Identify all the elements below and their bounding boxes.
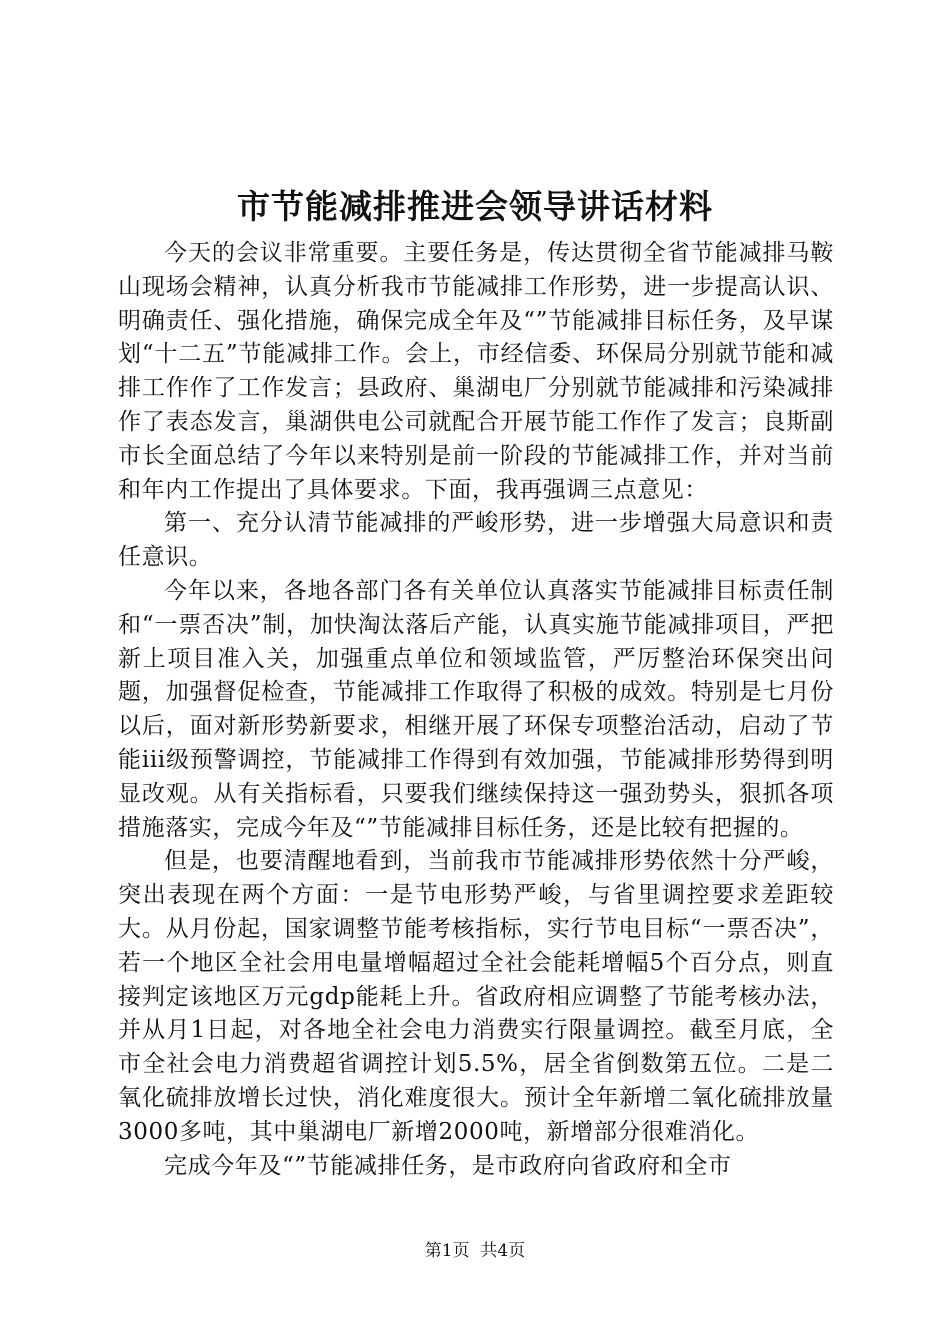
document-body	[118, 237, 834, 1183]
paragraph-1: 今天的会议非常重要。主要任务是，传达贯彻全省节能减排马鞍山现场会精神，认真分析我市节能减排工作形势，进一步提高认识、明确责任、强化措施，确保完成全年及“”节能减排目标任务，及早谋划“十二五”节能减排工作。会上，市经信委、环保局分别就节能和减排工作作了工作发言；县政府、巢湖电厂分别就节能减排和污染减排作了表态发言，巢湖供电公司就配合开展节能工作作了发言；良斯副市长全面总结了今年以来特别是前一阶段的节能减排工作，并对当前和年内工作提出了具体要求。下面，我再强调三点意见：	[118, 240, 834, 503]
paragraph-5: 完成今年及“”节能减排任务，是市政府向省政府和全市	[164, 1152, 732, 1179]
footer-spacer	[470, 1241, 481, 1261]
page-footer	[0, 1240, 950, 1262]
page-total: 共4页	[480, 1241, 526, 1261]
document-title: 市节能减排推进会领导讲话材料	[237, 187, 713, 226]
page-number: 第1页	[424, 1241, 470, 1261]
paragraph-3: 今年以来，各地各部门各有关单位认真落实节能减排目标责任制和“一票否决”制，加快淘汰落后产能，认真实施节能减排项目，严把新上项目准入关，加强重点单位和领域监管，严厉整治环保突出问题，加强督促检查，节能减排工作取得了积极的成效。特别是七月份以后，面对新形势新要求，相继开展了环保专项整治活动，启动了节能iii级预警调控，节能减排工作得到有效加强，节能减排形势得到明显改观。从有关指标看，只要我们继续保持这一强劲势头，狠抓各项措施落实，完成今年及“”节能减排目标任务，还是比较有把握的。	[118, 577, 834, 841]
paragraph-2: 第一、充分认清节能减排的严峻形势，进一步增强大局意识和责任意识。	[118, 510, 834, 571]
paragraph-4: 但是，也要清醒地看到，当前我市节能减排形势依然十分严峻，突出表现在两个方面：一是节电形势严峻，与省里调控要求差距较大。从月份起，国家调整节能考核指标，实行节电目标“一票否决”，若一个地区全社会用电量增幅超过全社会能耗增幅5个百分点，则直接判定该地区万元gdp能耗上升。省政府相应调整了节能考核办法，并从月1日起，对各地全社会电力消费实行限量调控。截至月底，全市全社会电力消费超省调控计划5.5%，居全省倒数第五位。二是二氧化硫排放增长过快，消化难度很大。预计全年新增二氧化硫排放量3000多吨，其中巢湖电厂新增2000吨，新增部分很难消化。	[118, 848, 834, 1145]
